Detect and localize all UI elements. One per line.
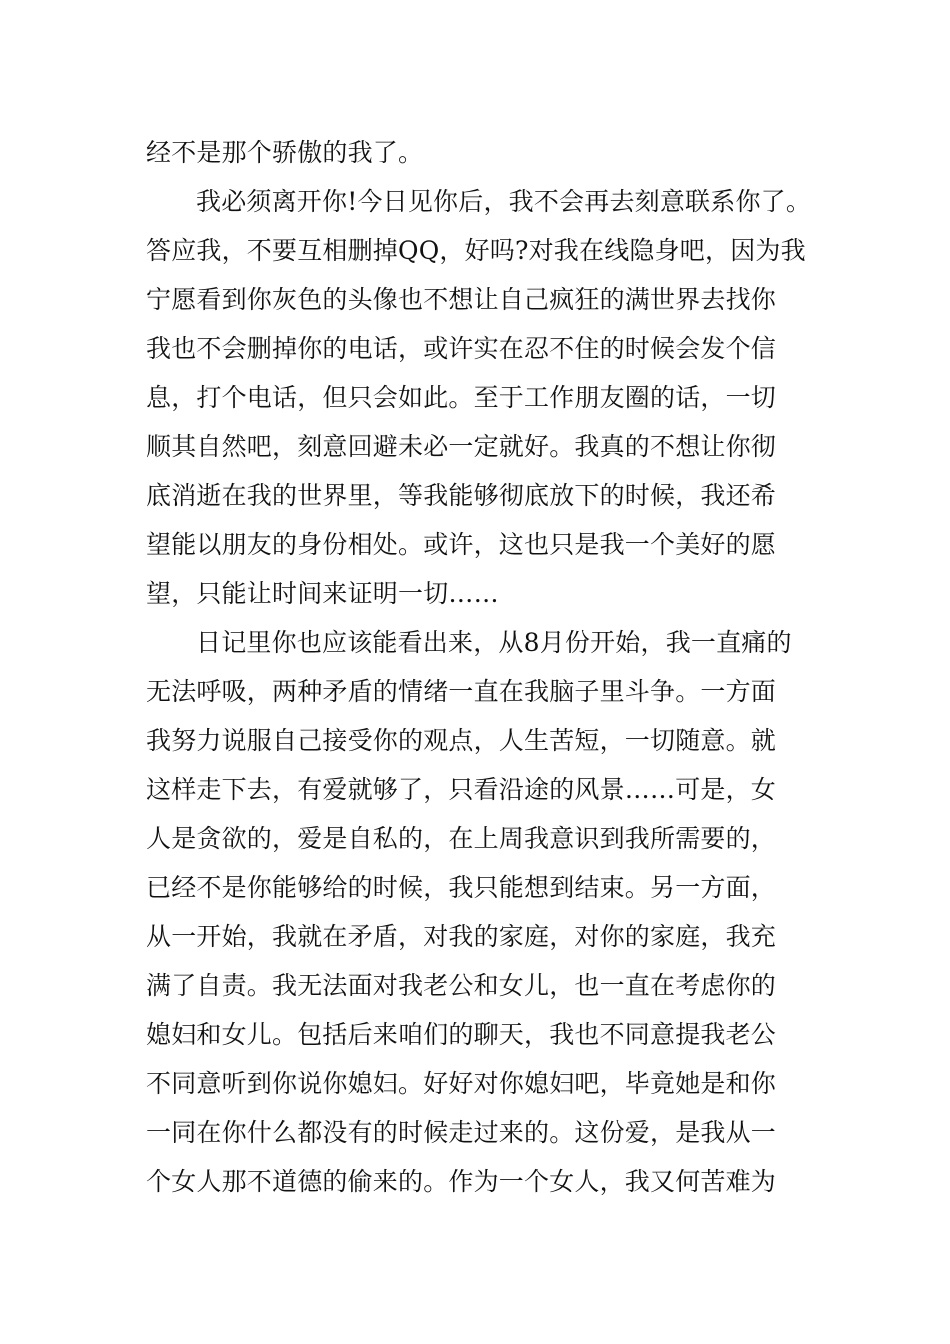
text-line: 望，只能让时间来证明一切…… (146, 579, 499, 608)
paragraph-start-line: 我必须离开你!今日见你后，我不会再去刻意联系你了。 (196, 187, 812, 216)
text-line: 息，打个电话，但只会如此。至于工作朋友圈的话，一切 (146, 383, 777, 412)
text-line: 宁愿看到你灰色的头像也不想让自己疯狂的满世界去找你 (146, 285, 777, 314)
text-line: 这样走下去，有爱就够了，只看沿途的风景……可是，女 (146, 775, 777, 804)
text-line: 我努力说服自己接受你的观点，人生苦短，一切随意。就 (146, 726, 777, 755)
text-line: 人是贪欲的，爱是自私的，在上周我意识到我所需要的， (146, 824, 777, 853)
text-line: 经不是那个骄傲的我了。 (146, 138, 424, 167)
text-line: 我也不会删掉你的电话，或许实在忍不住的时候会发个信 (146, 334, 777, 363)
document-body (146, 128, 826, 1206)
text-line: 满了自责。我无法面对我老公和女儿，也一直在考虑你的 (146, 971, 777, 1000)
text-line: 望能以朋友的身份相处。或许，这也只是我一个美好的愿 (146, 530, 777, 559)
text-line: 一同在你什么都没有的时候走过来的。这份爱，是我从一 (146, 1118, 777, 1147)
text-line: 从一开始，我就在矛盾，对我的家庭，对你的家庭，我充 (146, 922, 777, 951)
text-line: 已经不是你能够给的时候，我只能想到结束。另一方面， (146, 873, 777, 902)
text-line: 无法呼吸，两种矛盾的情绪一直在我脑子里斗争。一方面 (146, 677, 777, 706)
text-line: 底消逝在我的世界里，等我能够彻底放下的时候，我还希 (146, 481, 777, 510)
text-line: 个女人那不道德的偷来的。作为一个女人，我又何苦难为 (146, 1167, 777, 1196)
text-line: 答应我，不要互相删掉QQ，好吗?对我在线隐身吧，因为我 (146, 236, 806, 265)
text-line: 媳妇和女儿。包括后来咱们的聊天，我也不同意提我老公 (146, 1020, 777, 1049)
paragraph-start-line: 日记里你也应该能看出来，从8月份开始，我一直痛的 (196, 628, 792, 657)
text-line: 不同意听到你说你媳妇。好好对你媳妇吧，毕竟她是和你 (146, 1069, 777, 1098)
text-line: 顺其自然吧，刻意回避未必一定就好。我真的不想让你彻 (146, 432, 777, 461)
